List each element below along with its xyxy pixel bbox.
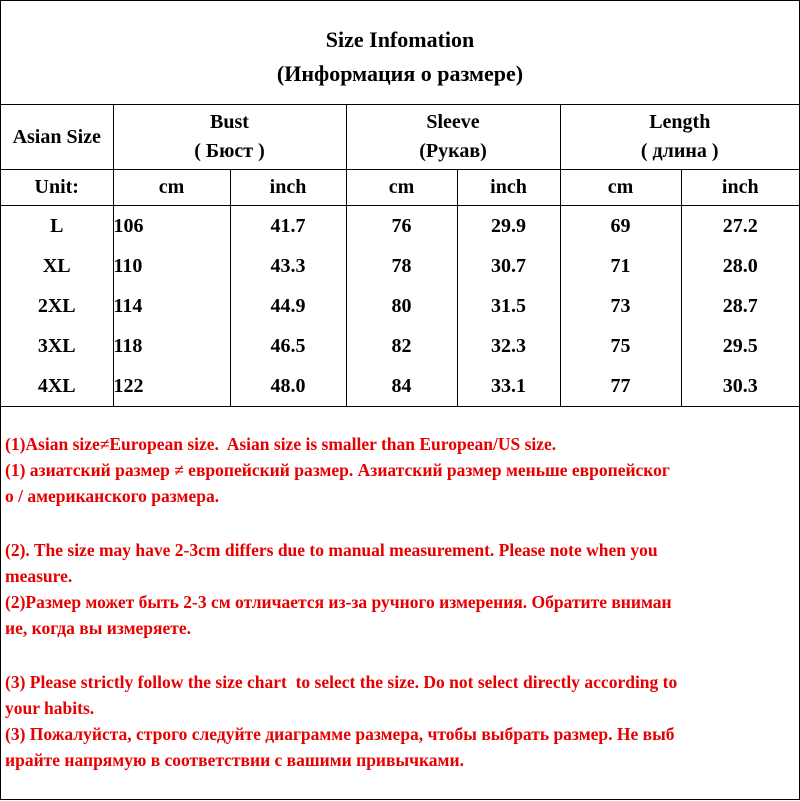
note-line: ие, когда вы измеряете.: [5, 618, 192, 638]
value-cell: 30.7: [457, 246, 560, 286]
unit-cell: cm: [560, 170, 681, 206]
value-cell: 29.9: [457, 206, 560, 247]
value-cell: 110: [113, 246, 230, 286]
value-cell: 77: [560, 366, 681, 407]
value-cell: 118: [113, 326, 230, 366]
size-cell: 4XL: [1, 366, 113, 407]
value-cell: 73: [560, 286, 681, 326]
table-row: [1, 206, 799, 247]
unit-cell: inch: [681, 170, 799, 206]
table-row: [1, 326, 799, 366]
value-cell: 76: [346, 206, 457, 247]
value-cell: 71: [560, 246, 681, 286]
bust-header-sub: ( Бюст ): [194, 140, 265, 162]
value-cell: 48.0: [230, 366, 346, 407]
note-line: о / американского размера.: [5, 486, 220, 506]
page-subtitle: (Информация о размере): [276, 61, 524, 86]
unit-cell: inch: [230, 170, 346, 206]
length-header-sub: ( длина ): [640, 140, 719, 162]
bust-header-label: Bust: [210, 111, 249, 133]
size-cell: 3XL: [1, 326, 113, 366]
page-title: Size Infomation: [325, 27, 475, 52]
size-cell: 2XL: [1, 286, 113, 326]
table-row: [1, 246, 799, 286]
size-table: [1, 105, 799, 407]
title-box: [1, 1, 799, 105]
value-cell: 28.7: [681, 286, 799, 326]
value-cell: 41.7: [230, 206, 346, 247]
value-cell: 78: [346, 246, 457, 286]
value-cell: 30.3: [681, 366, 799, 407]
value-cell: 28.0: [681, 246, 799, 286]
note-line: (3) Please strictly follow the size chart to select the size. Do not select directly according to: [5, 672, 678, 692]
value-cell: 27.2: [681, 206, 799, 247]
value-cell: 84: [346, 366, 457, 407]
sleeve-header: [346, 105, 560, 170]
asian-size-header: Asian Size: [1, 105, 113, 170]
note-line: (2). The size may have 2-3cm differs due to manual measurement. Please note when you: [5, 540, 658, 560]
value-cell: 44.9: [230, 286, 346, 326]
note-line: measure.: [5, 566, 73, 586]
value-cell: 33.1: [457, 366, 560, 407]
unit-cell: inch: [457, 170, 560, 206]
note-line: (3) Пожалуйста, строго следуйте диаграмме размера, чтобы выбрать размер. Не выб: [5, 724, 675, 744]
unit-label: Unit:: [1, 170, 113, 206]
sleeve-header-sub: (Рукав): [419, 140, 487, 162]
header-row: [1, 105, 799, 170]
table-row: [1, 366, 799, 407]
table-row: [1, 286, 799, 326]
value-cell: 82: [346, 326, 457, 366]
value-cell: 106: [113, 206, 230, 247]
note-line: your habits.: [5, 698, 95, 718]
size-cell: XL: [1, 246, 113, 286]
unit-cell: cm: [346, 170, 457, 206]
unit-cell: cm: [113, 170, 230, 206]
note-line: (1) азиатский размер ≠ европейский размер. Азиатский размер меньше европейског: [5, 460, 670, 480]
value-cell: 80: [346, 286, 457, 326]
note-block-3: [5, 669, 797, 773]
bust-header: [113, 105, 346, 170]
value-cell: 46.5: [230, 326, 346, 366]
value-cell: 31.5: [457, 286, 560, 326]
value-cell: 69: [560, 206, 681, 247]
unit-row: [1, 170, 799, 206]
note-block-2: [5, 537, 797, 641]
note-line: (2)Размер может быть 2-3 см отличается из-за ручного измерения. Обратите вниман: [5, 592, 672, 612]
value-cell: 75: [560, 326, 681, 366]
value-cell: 43.3: [230, 246, 346, 286]
size-notes: [5, 431, 797, 801]
sleeve-header-label: Sleeve: [426, 111, 480, 133]
note-block-1: [5, 431, 797, 509]
note-line: (1)Asian size≠European size. Asian size is smaller than European/US size.: [5, 434, 557, 454]
value-cell: 114: [113, 286, 230, 326]
value-cell: 122: [113, 366, 230, 407]
length-header-label: Length: [649, 111, 711, 133]
value-cell: 32.3: [457, 326, 560, 366]
value-cell: 29.5: [681, 326, 799, 366]
length-header: [560, 105, 799, 170]
size-cell: L: [1, 206, 113, 247]
note-line: ирайте напрямую в соответствии с вашими привычками.: [5, 750, 464, 770]
